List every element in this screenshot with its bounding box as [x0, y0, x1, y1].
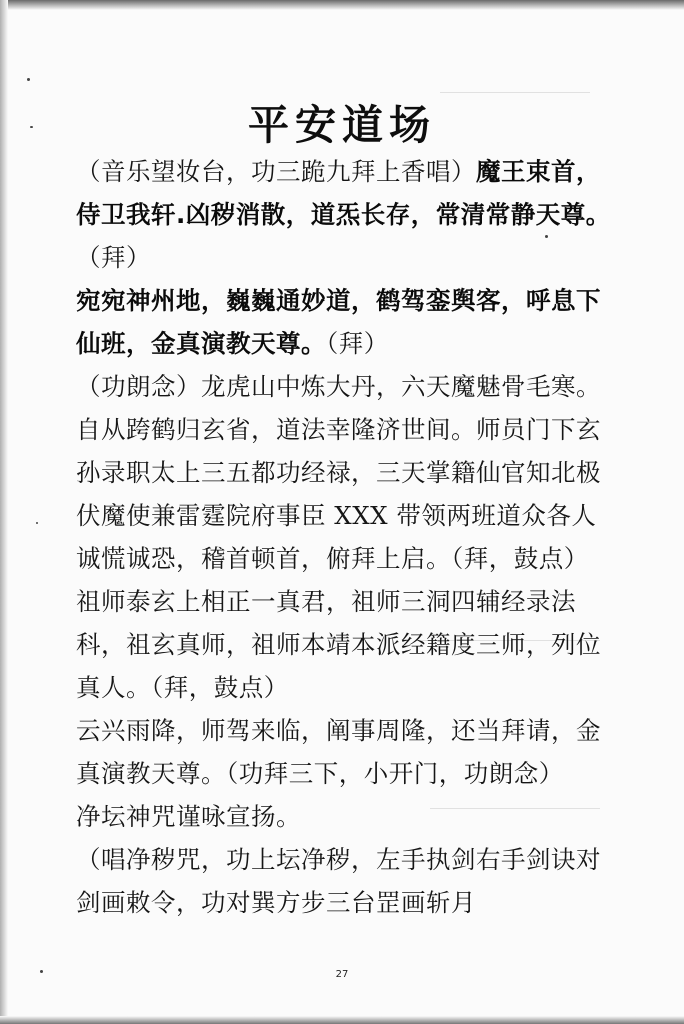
bold-text-segment: 魔王束首，侍卫我轩.凶秽消散，道炁长存，常清常静天尊。: [76, 157, 611, 229]
text-paragraph: [76, 279, 611, 365]
text-paragraph: [76, 150, 611, 279]
text-paragraph: [76, 365, 611, 580]
text-paragraph: [76, 709, 611, 795]
text-segment: 云兴雨降，师驾来临，阐事周隆，还当拜请，金真演教天尊。（功拜三下，小开门，功朗念）: [76, 716, 601, 788]
text-segment: （音乐望妆台，功三跪九拜上香唱）: [76, 157, 476, 186]
text-paragraph: [76, 795, 611, 838]
page-number: 27: [335, 969, 349, 980]
document-body: [76, 150, 611, 924]
bold-text-segment: 宛宛神州地，巍巍通妙道，鹤驾銮舆客，呼息下仙班，金真演教天尊。: [76, 286, 601, 358]
text-segment: （拜）: [76, 243, 151, 272]
text-paragraph: [76, 838, 611, 924]
scan-bottom-edge: [0, 1016, 684, 1024]
page-title: 平安道场: [248, 101, 436, 150]
text-segment: 祖师泰玄上相正一真君，祖师三洞四辅经录法科，祖玄真师，祖师本靖本派经籍度三师，列位真人。（拜，鼓点）: [76, 587, 601, 702]
text-segment: （拜）: [326, 329, 389, 358]
show-through-mark: [440, 92, 590, 93]
text-paragraph: [76, 580, 611, 709]
scan-left-edge: [0, 0, 8, 1024]
text-segment: （唱净秽咒，功上坛净秽，左手执剑右手剑诀对剑画敕令，功对巽方步三台罡画斩月: [76, 845, 601, 917]
scan-speck: [36, 522, 38, 524]
scan-top-edge: [0, 0, 684, 10]
scan-speck: [27, 78, 30, 81]
text-segment: （功朗念）龙虎山中炼大丹，六天魔魅骨毛寒。自从跨鹤归玄省，道法幸隆济世间。师员门下玄孙录职太上三五都功经禄，三天掌籍仙官知北极伏魔使兼雷霆院府事臣 XXX 带领两班道众各人诚慌诚恐，稽首顿首，俯拜上启。（拜，鼓点）: [76, 372, 601, 573]
text-segment: 净坛神咒谨咏宣扬。: [76, 802, 301, 831]
